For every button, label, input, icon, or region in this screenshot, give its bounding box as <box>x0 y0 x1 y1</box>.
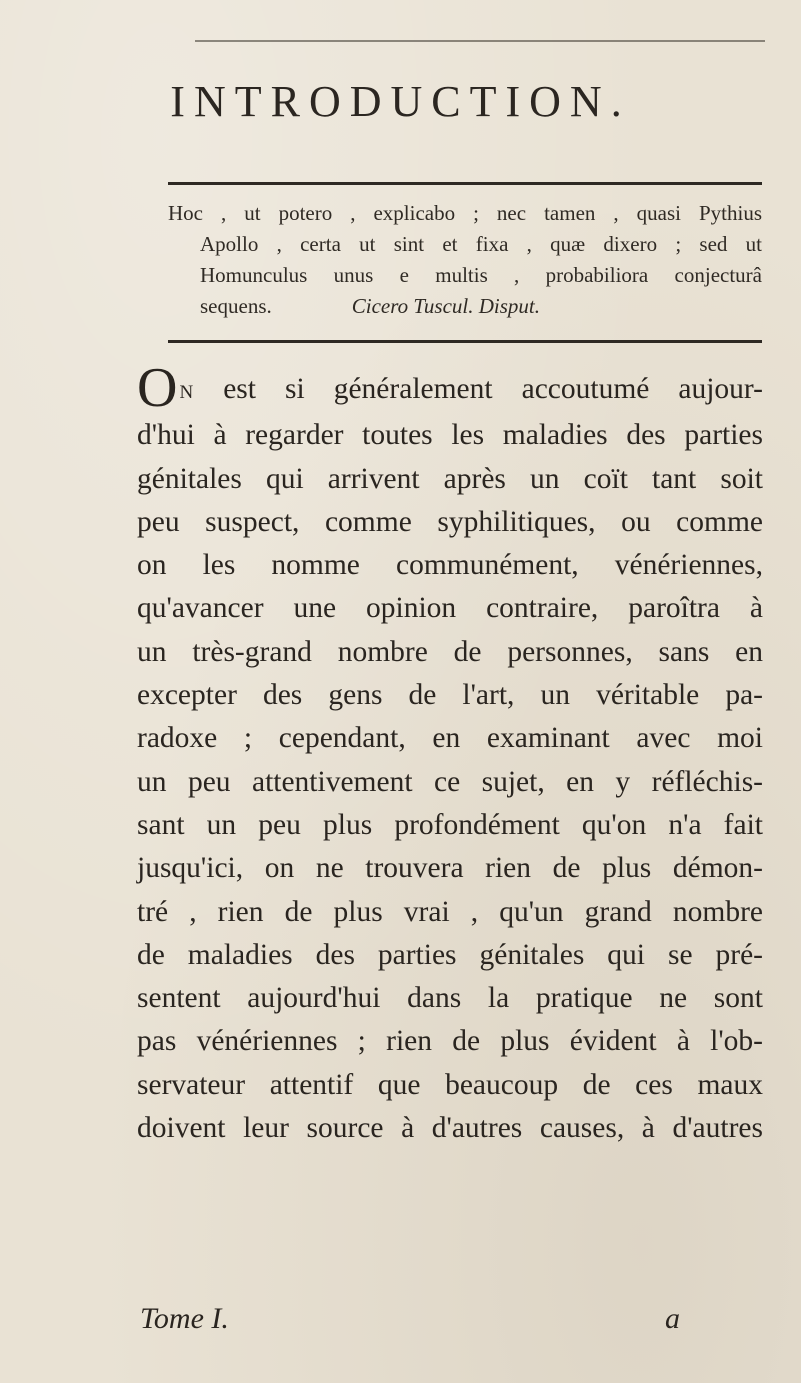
top-border-rule <box>195 40 765 42</box>
body-line-1 <box>137 357 763 419</box>
body-line: d'hui à regarder toutes les maladies des parties <box>137 419 763 452</box>
body-line: doivent leur source à d'autres causes, à d'autres <box>137 1112 763 1145</box>
signature-mark: a <box>665 1302 680 1335</box>
body-line: sant un peu plus profondément qu'on n'a fait <box>137 808 763 841</box>
body-line: un très-grand nombre de personnes, sans en <box>137 635 763 668</box>
epigraph-line-3: Homunculus unus e multis , probabiliora conjecturâ <box>200 263 762 287</box>
epigraph-line-2: Apollo , certa ut sint et fixa , quæ dixero ; sed ut <box>200 232 762 256</box>
body-line: excepter des gens de l'art, un véritable pa- <box>137 679 763 712</box>
epigraph <box>168 198 762 322</box>
epigraph-bottom-rule <box>168 340 762 343</box>
epigraph-line-1: Hoc , ut potero , explicabo ; nec tamen , quasi Pythius <box>168 201 762 225</box>
body-line: génitales qui arrivent après un coït tant soit <box>137 462 763 495</box>
body-line: sentent aujourd'hui dans la pratique ne sont <box>137 982 763 1015</box>
body-text <box>137 357 763 1150</box>
volume-label: Tome I. <box>140 1302 229 1335</box>
epigraph-last-word: sequens. <box>200 294 272 318</box>
drop-cap: O <box>137 357 178 419</box>
body-line: on les nomme communément, vénériennes, <box>137 549 763 582</box>
epigraph-attribution: Cicero Tuscul. Disput. <box>351 294 540 318</box>
body-line: qu'avancer une opinion contraire, paroîtra à <box>137 592 763 625</box>
body-line-1-text: est si généralement accoutumé aujour- <box>223 373 763 405</box>
epigraph-top-rule <box>168 182 762 185</box>
body-line: tré , rien de plus vrai , qu'un grand nombre <box>137 895 763 928</box>
body-line: peu suspect, comme syphilitiques, ou comme <box>137 505 763 538</box>
body-line: servateur attentif que beaucoup de ces maux <box>137 1068 763 1101</box>
first-word-smallcaps: N <box>179 382 195 403</box>
page-footer <box>140 1302 680 1336</box>
body-line: radoxe ; cependant, en examinant avec moi <box>137 722 763 755</box>
body-line: un peu attentivement ce sujet, en y réfléchis- <box>137 765 763 798</box>
page-title: INTRODUCTION. <box>170 77 631 126</box>
body-line: pas vénériennes ; rien de plus évident à l'ob- <box>137 1025 763 1058</box>
body-line: jusqu'ici, on ne trouvera rien de plus démon- <box>137 852 763 885</box>
body-line: de maladies des parties génitales qui se pré- <box>137 938 763 971</box>
epigraph-line-4 <box>168 291 762 322</box>
